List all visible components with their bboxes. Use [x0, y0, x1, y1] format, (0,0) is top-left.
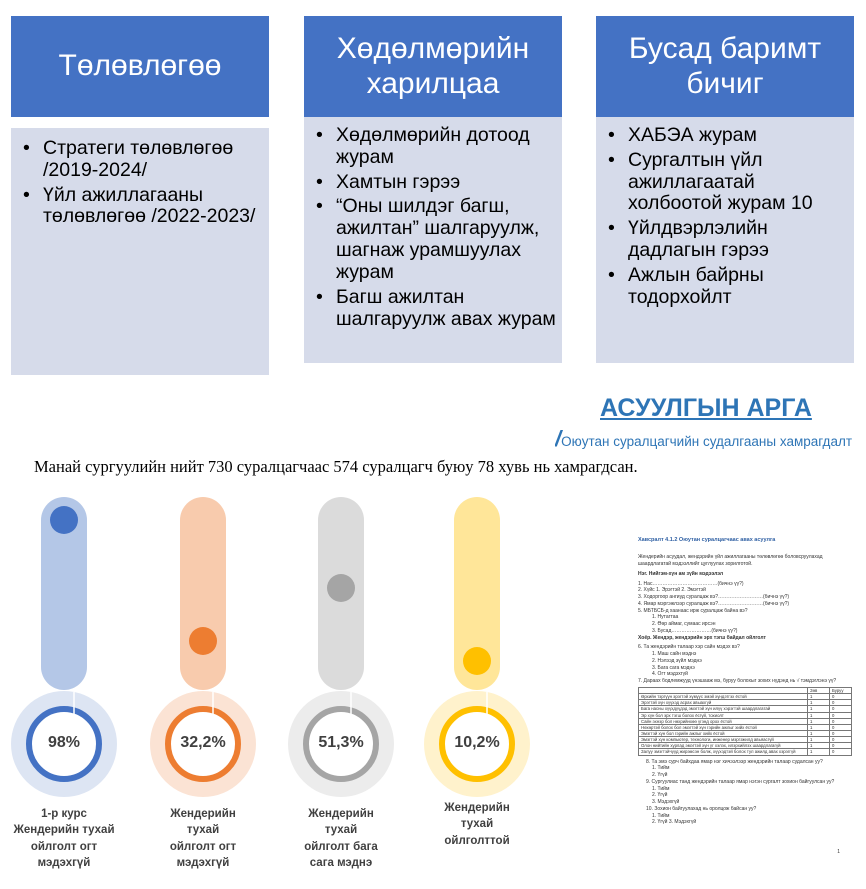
- questionnaire-line: 4. Ямар мэргэжлээр суралцаж вэ?………………………(бичнэ үү?): [638, 600, 790, 607]
- gauge-label-line: мэдэхгүй: [37, 856, 91, 869]
- questionnaire-option: 3. Бага сага мэднэ: [652, 664, 695, 671]
- list-item: • Ажлын байрны тодорхойлт: [604, 265, 848, 309]
- table-cell: Эмэгтэй хүн бол гэрийн ажлыг хийх ёстой: [639, 731, 808, 737]
- table-cell: 0: [830, 743, 852, 749]
- page-number: 1: [837, 849, 840, 856]
- method-subtitle-text: Оюутан суралцагчийн судалгааны хамрагдалт: [561, 434, 853, 449]
- table-cell: 1: [808, 724, 830, 730]
- table-cell: 0: [830, 694, 852, 700]
- table-cell: 0: [830, 712, 852, 718]
- list-item: • “Оны шилдэг багш, ажилтан” шалгаруулж, шагнаж урамшуулах журам: [312, 196, 556, 283]
- gauge-label-line: 1-р курс: [41, 808, 87, 820]
- column-body-labor-relations: [304, 117, 562, 363]
- questionnaire-line: 3. Ходоргоор ангиуд суралцаж вэ?………………………(бичнэ үү?): [638, 594, 790, 601]
- list-item: • Стратеги төлөвлөгөө /2019-2024/: [19, 138, 263, 182]
- table-header-cell: Буруу: [830, 687, 852, 693]
- table-cell: Олон нийтийн хурлад эмэгтэй хүн үг хэлэх, илэрхийлэх шаардлагагүй: [639, 743, 808, 749]
- gauge-label-line: Жендерийн тухай: [13, 824, 115, 837]
- table-cell: Эрэгтэй хүн хүүхэд асрах авыахгүй: [639, 700, 808, 706]
- questionnaire-line: 6. Та жендэрийн талаар хэр сайн мэдэх вэ?: [638, 644, 740, 651]
- gauge-label-line: ойлголт огт: [169, 840, 237, 853]
- gauge-label: [417, 800, 537, 849]
- column-header-labor-relations: [304, 16, 562, 117]
- list-item: • Хамтын гэрээ: [312, 172, 556, 194]
- gauge-indicator-dot: [327, 574, 355, 602]
- bullet-list: [19, 138, 263, 228]
- table-cell: Залуу эмэгтэйчүүд жирэмсэн болж, хүүхэдтэй болох тул ажилд авах хэрэггүй: [639, 749, 808, 755]
- list-item: • Хөдөлмөрийн дотоод журам: [312, 125, 556, 169]
- questionnaire-title: Хавсралт 4.1.2 Оюутан суралцагчаас авах асуулга: [638, 537, 776, 543]
- questionnaire-line: 9. Сургуулиас танд жендэрийн талаар ямар нэгэн сургалт зохион байгуулсан уу?: [646, 778, 835, 785]
- questionnaire-option: 1. Тийм: [652, 812, 670, 819]
- gauge-label-line: сага мэднэ: [309, 856, 373, 869]
- table-cell: 1: [808, 749, 830, 755]
- list-item: • ХАБЭА журам: [604, 125, 848, 147]
- gauge-label: [143, 806, 263, 871]
- gauge-label-line: ойлголт бага: [304, 840, 378, 853]
- table-cell: 0: [830, 718, 852, 724]
- questionnaire-section-2: Хоёр. Жендэр, жендэрийн эрх тэгш байдал ойлголт: [638, 634, 766, 641]
- column-header-other-documents: [596, 16, 854, 117]
- gauge-value: 10,2%: [454, 734, 500, 751]
- table-cell: 1: [808, 700, 830, 706]
- table-cell: 1: [808, 718, 830, 724]
- column-header-label: Бусад баримт бичиг: [628, 32, 822, 100]
- gauge-label-line: мэдэхгүй: [176, 856, 230, 869]
- questionnaire-line: 5. МБТБСБ-д хаанаас ирж суралцаж байна вэ?: [638, 607, 748, 614]
- table-cell: Эр хүн бол эрх тэгш болох ёсгүй, тохиолт: [639, 712, 808, 718]
- list-item: • Үйл ажиллагааны төлөвлөгөө /2022-2023/: [19, 185, 263, 229]
- questionnaire-option: 3. Бусад……………………(бичнэ үү?): [652, 627, 738, 634]
- gauge-label-line: Жендерийн: [308, 808, 374, 820]
- list-item: • Үйлдвэрлэлийн дадлагын гэрээ: [604, 218, 848, 262]
- list-item: • Багш ажилтан шалгаруулж авах журам: [312, 287, 556, 331]
- gauge-bar: [180, 497, 226, 690]
- questionnaire-option: 2. Нэлээд зүйл мэднэ: [652, 657, 702, 664]
- questionnaire-option: 1. Маш сайн мэднэ: [652, 651, 697, 658]
- questionnaire-option: 1. Нутагтаа: [652, 614, 679, 621]
- table-cell: 0: [830, 731, 852, 737]
- questionnaire-option: 1. Тийм: [652, 765, 670, 772]
- questionnaire-option: 2. Үгүй 3. Мэдэхгүй: [652, 819, 697, 826]
- gauge-indicator-dot: [50, 506, 78, 534]
- questionnaire-line: 8. Та эмэ сурч байхдаа ямар нэг хичээлээр жендэрийн талаар судалсан уу?: [646, 758, 823, 765]
- gauge-label-line: тухай: [324, 824, 358, 837]
- column-header-label: Хөдөлмөрийн харилцаа: [336, 32, 530, 100]
- table-cell: Бага насны хүүхдүүдэд эмэгтэй хүн илүү хэрэгтэй шаардлагатай: [639, 706, 808, 712]
- questionnaire-option: 4. Огт мэдэхгүй: [652, 671, 688, 678]
- gauge-value: 51,3%: [318, 734, 364, 751]
- table-cell: 0: [830, 706, 852, 712]
- list-item: • Сургалтын үйл ажиллагаатай холбоотой журам 10: [604, 150, 848, 215]
- table-cell: 1: [808, 712, 830, 718]
- method-slash: /: [555, 426, 562, 451]
- column-header-label: Төлөвлөгөө: [58, 49, 222, 83]
- gauge-indicator-dot: [463, 647, 491, 675]
- table-cell: 1: [808, 694, 830, 700]
- questionnaire-thumbnail: [628, 530, 858, 860]
- questionnaire-option: 2. Өөр аймаг, сумаас ирсэн: [652, 621, 716, 628]
- gauge-label-line: ойлголт огт: [30, 840, 98, 853]
- gauge-value: 98%: [47, 734, 81, 751]
- method-title: АСУУЛГЫН АРГА: [600, 394, 812, 422]
- questionnaire-intro: Жендерийн асуудал, жендэрийн үйл ажиллагааны төлөвлөгөө боловсруулахад шаардлагатай мэдээллийг цуглуулах зорилготой.: [638, 554, 823, 568]
- table-cell: 0: [830, 724, 852, 730]
- gauge-label-line: тухай: [460, 818, 494, 831]
- gauge-label-line: ойлголттой: [444, 834, 510, 847]
- table-cell: Өрхийн тэргүүн эрэгтэй хүмүүс эмэй хүндэтгэх ёстой: [639, 694, 808, 700]
- table-header-cell: Зөв: [808, 687, 830, 693]
- bullet-list: [604, 125, 848, 309]
- gauge-label-line: тухай: [186, 824, 220, 837]
- column-body-other-documents: [596, 117, 854, 363]
- coverage-summary: Манай сургуулийн нийт 730 суралцагчаас 574 суралцагч буюу 78 хувь нь хамрагдсан.: [34, 457, 638, 476]
- questionnaire-option: 1. Тийм: [652, 785, 670, 792]
- questionnaire-line: 7. Дараах бодлемжууд үнэшааж мэ, буруу болохыг зохих нүдэнд нь √ тэмдэглэнэ үү?: [638, 678, 837, 685]
- questionnaire-line: 10. Зохион байгуулахад нь оролцож байсан уу?: [646, 805, 757, 812]
- table-cell: 1: [808, 737, 830, 743]
- table-cell: Эмэгтэй хүн компьютер, технологи, инженер мэргэжилд авьяасгүй: [639, 737, 808, 743]
- table-cell: 1: [808, 731, 830, 737]
- bullet-list: [312, 125, 556, 330]
- table-cell: 1: [808, 706, 830, 712]
- gauge-label: [4, 806, 124, 871]
- questionnaire-section-1: Нэг. Нийгэм-хүн ам зүйн мэдээлэл: [638, 570, 724, 577]
- table-cell: 0: [830, 737, 852, 743]
- gauge-value: 32,2%: [180, 734, 226, 751]
- questionnaire-option: 3. Мэдэхгүй: [652, 799, 680, 806]
- gauge-label: [281, 806, 401, 871]
- questionnaire-line: 1. Нас…………………………………(бичнэ үү?): [638, 580, 744, 587]
- table-cell: Нөхөртэй болох бол эмэгтэй хүн гэрийн ажлыг хийх ёстой: [639, 724, 808, 730]
- questionnaire-option: 2. Үгүй: [652, 792, 668, 799]
- table-cell: 0: [830, 700, 852, 706]
- table-cell: Сайн эхнэр бол нөхрийнхөө үгэнд орох ёстой: [639, 718, 808, 724]
- column-header-planning: [11, 16, 269, 117]
- gauge-label-line: Жендерийн: [170, 808, 236, 820]
- method-subtitle: [555, 426, 866, 452]
- table-cell: 0: [830, 749, 852, 755]
- questionnaire-line: 2. Хүйс 1. Эрэгтэй 2. Эмэгтэй: [638, 587, 706, 594]
- table-cell: 1: [808, 743, 830, 749]
- gauge-label-line: Жендерийн: [444, 802, 510, 814]
- questionnaire-table: [638, 687, 852, 756]
- table-row: [639, 749, 852, 755]
- questionnaire-option: 2. Үгүй: [652, 772, 668, 779]
- gauge-indicator-dot: [189, 627, 217, 655]
- column-body-planning: [11, 128, 269, 375]
